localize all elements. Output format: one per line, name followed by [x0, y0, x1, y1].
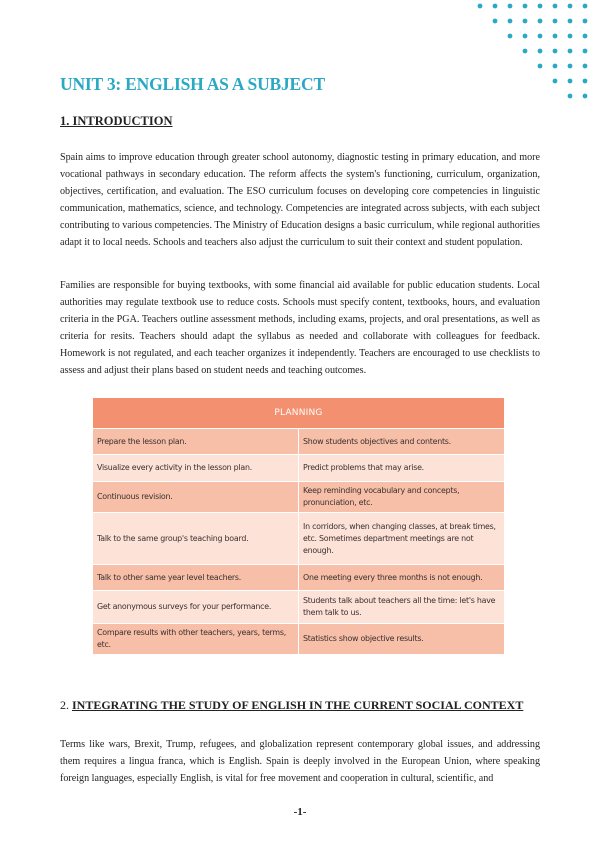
decorative-dot: [583, 64, 588, 69]
planning-table-header: PLANNING: [93, 398, 504, 429]
decorative-dot: [523, 34, 528, 39]
intro-paragraph-1: Spain aims to improve education through greater school autonomy, diagnostic testing in primary education, and more vocational pathways in secondary education. The reform affects the system's functioning, curriculum, organization, objectives, certification, and evaluation. The ESO curriculum focuses on developing core competencies in linguistic communication, mathematics, science, and technology. Competencies are integrated across subjects, with each subject contributing to various competencies. The Ministry of Education designs a basic curriculum, while regional authorities adapt it to local needs. Schools and teachers also adjust the curriculum to suit their context and student population.: [60, 152, 540, 248]
decorative-dot: [568, 64, 573, 69]
section2-paragraph: Terms like wars, Brexit, Trump, refugees, and globalization represent contemporary global issues, and addressing them requires a lingua franca, which is English. Spain is deeply involved in the European Union, where speaking foreign languages, especially English, is vital for free movement and cooperation in cultural, scientific, and: [60, 739, 540, 784]
decorative-dot: [568, 49, 573, 54]
decorative-dot: [478, 4, 483, 9]
decorative-dot: [583, 34, 588, 39]
table-cell-note: Statistics show objective results.: [299, 624, 505, 654]
table-cell-note: One meeting every three months is not enough.: [299, 565, 505, 591]
decorative-dot: [553, 19, 558, 24]
decorative-dot: [583, 49, 588, 54]
table-row: [93, 455, 504, 482]
decorative-dot: [553, 34, 558, 39]
decorative-dot: [508, 4, 513, 9]
decorative-dot: [553, 4, 558, 9]
decorative-dot: [538, 19, 543, 24]
decorative-dot: [583, 94, 588, 99]
decorative-dot: [553, 64, 558, 69]
section-heading-integrating-english: [60, 698, 523, 713]
section-number: 2.: [60, 698, 69, 712]
table-row: [93, 482, 504, 513]
decorative-dot: [583, 19, 588, 24]
decorative-dot: [538, 49, 543, 54]
table-cell-action: Continuous revision.: [93, 482, 299, 513]
section-title: INTEGRATING THE STUDY OF ENGLISH IN THE CURRENT SOCIAL CONTEXT: [72, 698, 524, 712]
table-cell-note: In corridors, when changing classes, at break times, etc. Sometimes department meetings are not enough.: [299, 513, 505, 565]
decorative-dot: [568, 4, 573, 9]
decorative-dot: [538, 64, 543, 69]
decorative-dot: [583, 79, 588, 84]
table-row: [93, 565, 504, 591]
decorative-dot: [568, 94, 573, 99]
decorative-dot: [553, 49, 558, 54]
table-cell-action: Compare results with other teachers, years, terms, etc.: [93, 624, 299, 654]
decorative-dot: [523, 4, 528, 9]
decorative-dot: [538, 4, 543, 9]
table-row: [93, 513, 504, 565]
decorative-dot: [493, 19, 498, 24]
table-cell-note: Students talk about teachers all the time: let's have them talk to us.: [299, 591, 505, 624]
intro-paragraph-2: Families are responsible for buying textbooks, with some financial aid available for public education students. Local authorities may regulate textbook use to reduce costs. Schools must specify content, textbooks, hours, and evaluation criteria in the PGA. Teachers outline assessment methods, including exams, projects, and oral presentations, as well as criteria for resits. Teachers should adapt the syllabus as needed and collaborate with colleagues for feedback. Homework is not regulated, and each teacher organizes it independently. Teachers are encouraged to use checklists to assess and adjust their plans based on student needs and teaching outcomes.: [60, 280, 540, 376]
decorative-dot: [523, 49, 528, 54]
table-row: [93, 591, 504, 624]
table-cell-note: Show students objectives and contents.: [299, 429, 505, 455]
decorative-dot: [553, 79, 558, 84]
page-number: -1-: [293, 806, 307, 818]
decorative-dot: [568, 79, 573, 84]
decorative-dot: [523, 19, 528, 24]
decorative-dot: [568, 19, 573, 24]
table-row: [93, 429, 504, 455]
table-cell-action: Talk to the same group's teaching board.: [93, 513, 299, 565]
table-cell-action: Talk to other same year level teachers.: [93, 565, 299, 591]
table-cell-action: Visualize every activity in the lesson plan.: [93, 455, 299, 482]
decorative-dot: [508, 34, 513, 39]
table-cell-action: Get anonymous surveys for your performance.: [93, 591, 299, 624]
decorative-dot: [583, 4, 588, 9]
decorative-dot: [493, 4, 498, 9]
unit-title: UNIT 3: ENGLISH AS A SUBJECT: [60, 74, 325, 94]
planning-table: [93, 398, 504, 654]
table-cell-note: Predict problems that may arise.: [299, 455, 505, 482]
table-cell-action: Prepare the lesson plan.: [93, 429, 299, 455]
decorative-dot: [538, 34, 543, 39]
decorative-dot: [508, 19, 513, 24]
table-cell-note: Keep reminding vocabulary and concepts, pronunciation, etc.: [299, 482, 505, 513]
decorative-dot: [568, 34, 573, 39]
section-heading-introduction: 1. INTRODUCTION: [60, 114, 173, 128]
decorative-dot-pattern: [460, 0, 600, 120]
table-row: [93, 624, 504, 654]
